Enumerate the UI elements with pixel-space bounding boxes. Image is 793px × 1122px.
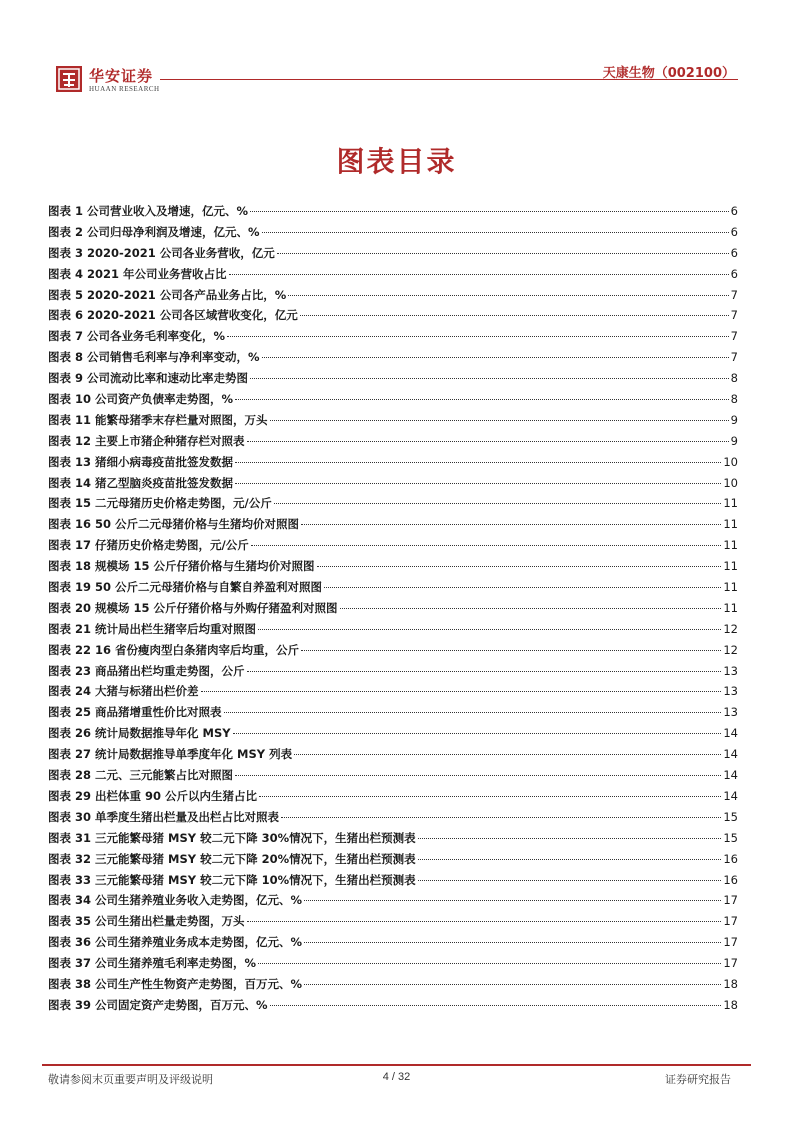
toc-entry[interactable] xyxy=(48,454,738,475)
toc-entry-label: 图表 2 公司归母净利润及增速，亿元、% xyxy=(48,224,260,239)
toc-entry-page: 18 xyxy=(723,976,738,991)
huaan-logo xyxy=(55,65,175,97)
toc-entry[interactable] xyxy=(48,475,738,496)
toc-entry-label: 图表 20 规模场 15 公斤仔猪价格与外购仔猪盈利对照图 xyxy=(48,600,338,615)
footer-report-type: 证券研究报告 xyxy=(665,1073,731,1086)
toc-entry-page: 7 xyxy=(730,329,738,344)
toc-entry-page: 17 xyxy=(723,914,738,929)
toc-entry[interactable] xyxy=(48,955,738,976)
toc-entry-page: 10 xyxy=(723,475,738,490)
toc-entry-page: 17 xyxy=(723,935,738,950)
toc-dot-leader xyxy=(235,775,721,776)
toc-entry-label: 图表 26 统计局数据推导年化 MSY xyxy=(48,726,231,741)
toc-entry[interactable] xyxy=(48,349,738,370)
toc-dot-leader xyxy=(262,232,729,233)
toc-entry-page: 11 xyxy=(723,580,738,595)
toc-dot-leader xyxy=(247,921,722,922)
toc-entry-page: 10 xyxy=(723,454,738,469)
toc-dot-leader xyxy=(235,483,721,484)
toc-entry-page: 15 xyxy=(723,830,738,845)
toc-entry-page: 6 xyxy=(730,224,738,239)
toc-entry-page: 14 xyxy=(723,768,738,783)
toc-entry-label: 图表 22 16 省份瘦肉型白条猪肉宰后均重，公斤 xyxy=(48,642,300,657)
toc-dot-leader xyxy=(227,336,729,337)
toc-entry-page: 11 xyxy=(723,517,738,532)
toc-entry-page: 8 xyxy=(730,371,738,386)
toc-entry-label: 图表 3 2020-2021 公司各业务营收，亿元 xyxy=(48,245,275,260)
toc-entry-label: 图表 8 公司销售毛利率与净利率变动，% xyxy=(48,350,260,365)
toc-dot-leader xyxy=(258,629,721,630)
toc-entry-label: 图表 6 2020-2021 公司各区域营收变化，亿元 xyxy=(48,308,298,323)
toc-entry-label: 图表 31 三元能繁母猪 MSY 较二元下降 30%情况下，生猪出栏预测表 xyxy=(48,830,416,845)
toc-entry[interactable] xyxy=(48,913,738,934)
table-of-figures xyxy=(48,203,738,1018)
toc-entry[interactable] xyxy=(48,976,738,997)
toc-entry-label: 图表 1 公司营业收入及增速，亿元、% xyxy=(48,204,249,218)
toc-entry-label: 图表 39 公司固定资产走势图，百万元、% xyxy=(48,997,268,1012)
toc-entry-page: 17 xyxy=(723,893,738,908)
toc-entry-label: 图表 11 能繁母猪季末存栏量对照图，万头 xyxy=(48,412,268,427)
toc-entry[interactable] xyxy=(48,851,738,872)
toc-entry-page: 8 xyxy=(730,392,738,407)
toc-dot-leader xyxy=(304,900,721,901)
toc-entry-label: 图表 38 公司生产性生物资产走势图，百万元、% xyxy=(48,976,303,991)
toc-dot-leader xyxy=(288,295,728,296)
header-divider xyxy=(160,79,738,80)
toc-entry[interactable] xyxy=(48,934,738,955)
toc-dot-leader xyxy=(274,503,722,504)
toc-entry[interactable] xyxy=(48,558,738,579)
toc-dot-leader xyxy=(301,650,721,651)
toc-dot-leader xyxy=(418,859,722,860)
toc-entry[interactable] xyxy=(48,266,738,287)
toc-dot-leader xyxy=(247,671,722,672)
toc-dot-leader xyxy=(304,984,721,985)
toc-entry-label: 图表 32 三元能繁母猪 MSY 较二元下降 20%情况下，生猪出栏预测表 xyxy=(48,851,416,866)
toc-entry-page: 6 xyxy=(730,245,738,260)
toc-entry-page: 11 xyxy=(723,538,738,553)
toc-entry-page: 15 xyxy=(723,809,738,824)
toc-entry[interactable] xyxy=(48,307,738,328)
toc-dot-leader xyxy=(250,378,729,379)
toc-entry[interactable] xyxy=(48,892,738,913)
toc-entry[interactable] xyxy=(48,997,738,1018)
toc-entry-page: 7 xyxy=(730,350,738,365)
toc-entry[interactable] xyxy=(48,663,738,684)
toc-dot-leader xyxy=(324,587,721,588)
toc-entry[interactable] xyxy=(48,224,738,245)
toc-entry-label: 图表 9 公司流动比率和速动比率走势图 xyxy=(48,371,249,386)
toc-entry-label: 图表 12 主要上市猪企种猪存栏对照表 xyxy=(48,433,245,448)
logo-chinese-name: 华安证券 xyxy=(89,67,154,85)
toc-entry-label: 图表 18 规模场 15 公斤仔猪价格与生猪均价对照图 xyxy=(48,559,315,574)
toc-entry-label: 图表 28 二元、三元能繁占比对照图 xyxy=(48,768,234,783)
toc-entry-label: 图表 35 公司生猪出栏量走势图，万头 xyxy=(48,914,245,929)
toc-entry-page: 16 xyxy=(723,872,738,887)
toc-entry-page: 13 xyxy=(723,663,738,678)
toc-entry-label: 图表 23 商品猪出栏均重走势图，公斤 xyxy=(48,663,245,678)
logo-english-name: HUAAN RESEARCH xyxy=(89,85,160,93)
toc-entry-label: 图表 21 统计局出栏生猪宰后均重对照图 xyxy=(48,621,257,636)
toc-entry[interactable] xyxy=(48,412,738,433)
toc-entry[interactable] xyxy=(48,600,738,621)
toc-dot-leader xyxy=(300,315,729,316)
toc-dot-leader xyxy=(281,817,721,818)
toc-dot-leader xyxy=(229,274,729,275)
toc-entry[interactable] xyxy=(48,809,738,830)
toc-entry-page: 13 xyxy=(723,684,738,699)
toc-entry-label: 图表 17 仔猪历史价格走势图，元/公斤 xyxy=(48,538,249,553)
toc-dot-leader xyxy=(224,712,722,713)
toc-entry[interactable] xyxy=(48,245,738,266)
toc-entry[interactable] xyxy=(48,537,738,558)
toc-dot-leader xyxy=(251,545,722,546)
toc-entry-label: 图表 25 商品猪增重性价比对照表 xyxy=(48,705,222,720)
toc-entry[interactable] xyxy=(48,203,738,224)
toc-entry[interactable] xyxy=(48,642,738,663)
toc-dot-leader xyxy=(247,441,729,442)
toc-entry-label: 图表 30 单季度生猪出栏量及出栏占比对照表 xyxy=(48,809,280,824)
footer-disclaimer: 敬请参阅末页重要声明及评级说明 xyxy=(48,1073,213,1086)
toc-entry[interactable] xyxy=(48,516,738,537)
toc-dot-leader xyxy=(418,838,722,839)
toc-entry[interactable] xyxy=(48,746,738,767)
toc-entry-page: 9 xyxy=(730,433,738,448)
toc-entry-label: 图表 14 猪乙型脑炎疫苗批签发数据 xyxy=(48,475,234,490)
toc-dot-leader xyxy=(270,1005,722,1006)
toc-entry-page: 11 xyxy=(723,600,738,615)
toc-dot-leader xyxy=(233,733,722,734)
toc-entry-label: 图表 34 公司生猪养殖业务收入走势图，亿元、% xyxy=(48,893,303,908)
toc-entry-page: 9 xyxy=(730,412,738,427)
toc-dot-leader xyxy=(418,880,722,881)
toc-entry-label: 图表 24 大猪与标猪出栏价差 xyxy=(48,684,199,699)
toc-entry-label: 图表 4 2021 年公司业务营收占比 xyxy=(48,266,227,281)
toc-entry[interactable] xyxy=(48,725,738,746)
toc-entry-label: 图表 13 猪细小病毒疫苗批签发数据 xyxy=(48,454,234,469)
toc-dot-leader xyxy=(262,357,729,358)
toc-entry-page: 14 xyxy=(723,726,738,741)
toc-entry-page: 18 xyxy=(723,997,738,1012)
page-header xyxy=(0,0,793,110)
toc-entry[interactable] xyxy=(48,830,738,851)
toc-entry-page: 11 xyxy=(723,496,738,511)
toc-entry-page: 12 xyxy=(723,621,738,636)
toc-entry-label: 图表 7 公司各业务毛利率变化，% xyxy=(48,329,226,344)
footer-page-indicator: 4 / 32 xyxy=(382,1071,411,1083)
toc-entry[interactable] xyxy=(48,767,738,788)
toc-entry[interactable] xyxy=(48,328,738,349)
toc-entry-page: 7 xyxy=(730,308,738,323)
toc-entry-page: 7 xyxy=(730,287,738,302)
company-name: 天康生物（002100） xyxy=(602,66,735,81)
toc-dot-leader xyxy=(270,420,729,421)
toc-entry-label: 图表 36 公司生猪养殖业务成本走势图，亿元、% xyxy=(48,935,303,950)
huaan-seal-icon xyxy=(55,65,83,93)
toc-dot-leader xyxy=(201,691,722,692)
toc-entry[interactable] xyxy=(48,621,738,642)
toc-entry-label: 图表 37 公司生猪养殖毛利率走势图，% xyxy=(48,956,257,971)
toc-dot-leader xyxy=(294,754,721,755)
toc-entry-page: 12 xyxy=(723,642,738,657)
toc-entry-label: 图表 15 二元母猪历史价格走势图，元/公斤 xyxy=(48,496,272,511)
toc-entry-page: 13 xyxy=(723,705,738,720)
toc-entry-label: 图表 5 2020-2021 公司各产品业务占比，% xyxy=(48,287,287,302)
toc-entry-page: 14 xyxy=(723,747,738,762)
toc-dot-leader xyxy=(235,462,721,463)
toc-entry-label: 图表 33 三元能繁母猪 MSY 较二元下降 10%情况下，生猪出栏预测表 xyxy=(48,872,416,887)
toc-entry[interactable] xyxy=(48,433,738,454)
toc-dot-leader xyxy=(317,566,722,567)
footer-divider xyxy=(42,1064,751,1066)
toc-dot-leader xyxy=(259,796,721,797)
toc-entry-label: 图表 29 出栏体重 90 公斤以内生猪占比 xyxy=(48,788,258,803)
toc-dot-leader xyxy=(301,524,721,525)
toc-entry-label: 图表 16 50 公斤二元母猪价格与生猪均价对照图 xyxy=(48,517,300,532)
toc-entry[interactable] xyxy=(48,370,738,391)
toc-entry[interactable] xyxy=(48,872,738,893)
toc-entry-label: 图表 10 公司资产负债率走势图，% xyxy=(48,392,234,407)
toc-entry[interactable] xyxy=(48,579,738,600)
toc-entry[interactable] xyxy=(48,495,738,516)
toc-entry-page: 17 xyxy=(723,956,738,971)
toc-dot-leader xyxy=(340,608,722,609)
toc-dot-leader xyxy=(277,253,729,254)
toc-entry[interactable] xyxy=(48,391,738,412)
toc-dot-leader xyxy=(235,399,729,400)
toc-entry[interactable] xyxy=(48,788,738,809)
toc-entry-page: 6 xyxy=(730,266,738,281)
toc-entry[interactable] xyxy=(48,683,738,704)
toc-entry-page: 16 xyxy=(723,851,738,866)
toc-dot-leader xyxy=(304,942,721,943)
toc-entry-label: 图表 27 统计局数据推导单季度年化 MSY 列表 xyxy=(48,747,293,762)
toc-entry[interactable] xyxy=(48,704,738,725)
toc-dot-leader xyxy=(258,963,721,964)
toc-entry-page: 6 xyxy=(730,204,738,218)
toc-dot-leader xyxy=(250,211,729,212)
toc-entry-page: 14 xyxy=(723,788,738,803)
toc-entry[interactable] xyxy=(48,287,738,308)
page-title: 图表目录 xyxy=(336,145,457,178)
toc-entry-page: 11 xyxy=(723,559,738,574)
toc-entry-label: 图表 19 50 公斤二元母猪价格与自繁自养盈利对照图 xyxy=(48,580,323,595)
